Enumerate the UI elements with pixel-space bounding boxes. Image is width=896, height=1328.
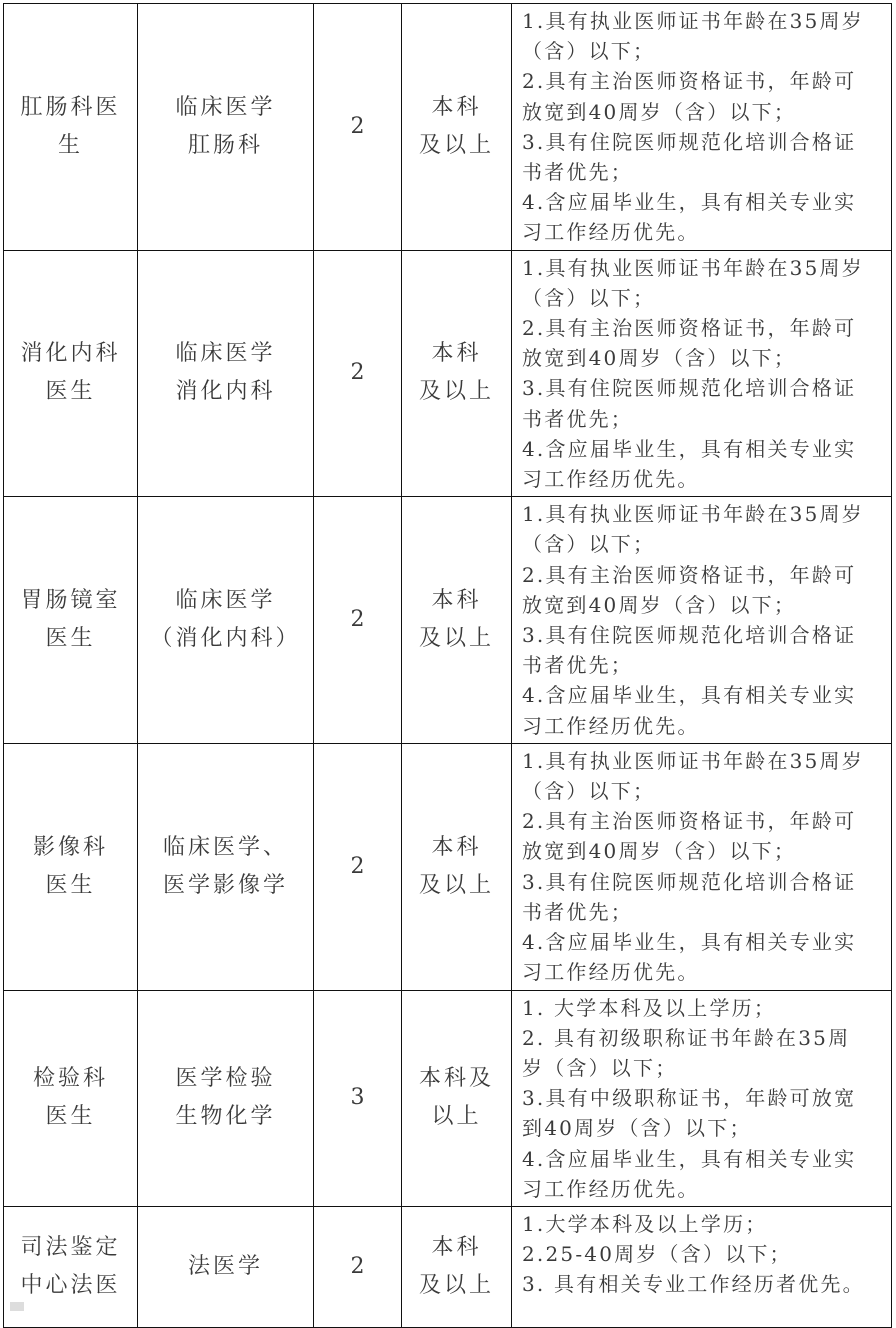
major-text: 医学检验 <box>175 1066 276 1092</box>
requirement-line: 2.具有主治医师资格证书，年龄可 <box>522 809 857 834</box>
position-text: 司法鉴定 <box>20 1234 121 1260</box>
education-cell <box>402 990 512 1206</box>
requirement-line: 4.含应届毕业生，具有相关专业实 <box>522 683 857 708</box>
position-text: 医生 <box>45 379 96 405</box>
requirement-line: 习工作经历优先。 <box>522 220 700 245</box>
count-cell <box>314 4 402 251</box>
major-cell <box>138 1206 314 1327</box>
requirement-line: 1.具有执业医师证书年龄在35周岁 <box>522 748 864 773</box>
requirement-line: 放宽到40周岁（含）以下； <box>522 99 797 124</box>
count-text: 3 <box>350 1085 365 1111</box>
requirement-line: 岁（含）以下； <box>522 1055 678 1080</box>
requirement-line: 2.25-40周岁（含）以下； <box>522 1242 792 1267</box>
requirement-line: （含）以下； <box>522 39 656 64</box>
major-cell <box>138 743 314 990</box>
count-cell <box>314 497 402 744</box>
table-row <box>4 497 892 744</box>
requirements-cell <box>512 497 892 744</box>
requirement-line: 书者优先； <box>522 653 633 678</box>
count-text: 2 <box>350 113 365 139</box>
education-cell <box>402 1206 512 1327</box>
requirement-line: 3.具有住院医师规范化培训合格证 <box>522 869 857 894</box>
count-cell <box>314 743 402 990</box>
position-cell <box>4 4 138 251</box>
requirement-line: 放宽到40周岁（含）以下； <box>522 592 797 617</box>
table-row <box>4 990 892 1206</box>
requirement-line: 3.具有中级职称证书，年龄可放宽 <box>522 1086 857 1111</box>
requirements-cell <box>512 4 892 251</box>
education-text: 以上 <box>431 1104 482 1130</box>
table-row <box>4 743 892 990</box>
position-cell <box>4 990 138 1206</box>
table-row <box>4 4 892 251</box>
education-text: 本科及 <box>418 1066 494 1092</box>
requirement-line: 放宽到40周岁（含）以下； <box>522 839 797 864</box>
position-cell <box>4 250 138 497</box>
position-text: 影像科 <box>32 834 108 860</box>
position-text: 肛肠科医 <box>20 94 121 120</box>
requirement-line: 3. 具有相关专业工作经历者优先。 <box>522 1272 865 1297</box>
requirement-line: 书者优先； <box>522 160 633 185</box>
table-row <box>4 250 892 497</box>
requirement-line: 习工作经历优先。 <box>522 713 700 738</box>
requirements-cell <box>512 250 892 497</box>
major-text: 临床医学 <box>175 94 276 120</box>
position-text: 医生 <box>45 872 96 898</box>
position-text: 生 <box>57 132 83 158</box>
education-text: 及以上 <box>418 626 494 652</box>
requirement-line: 1.具有执业医师证书年龄在35周岁 <box>522 9 864 33</box>
major-cell <box>138 4 314 251</box>
count-text: 2 <box>350 360 365 386</box>
position-cell <box>4 743 138 990</box>
requirement-line: 3.具有住院医师规范化培训合格证 <box>522 129 857 154</box>
requirement-line: 3.具有住院医师规范化培训合格证 <box>522 376 857 401</box>
position-text: 胃肠镜室 <box>20 588 121 614</box>
education-text: 及以上 <box>418 132 494 158</box>
requirement-line: 4.含应届毕业生，具有相关专业实 <box>522 930 857 955</box>
education-text: 本科 <box>431 341 482 367</box>
requirement-line: 2.具有主治医师资格证书，年龄可 <box>522 69 857 94</box>
education-text: 及以上 <box>418 872 494 898</box>
major-cell <box>138 497 314 744</box>
requirement-line: （含）以下； <box>522 779 656 804</box>
major-text: 肛肠科 <box>187 132 263 158</box>
requirements-cell <box>512 990 892 1206</box>
education-text: 及以上 <box>418 1272 494 1298</box>
requirements-cell <box>512 1206 892 1327</box>
requirement-line: 放宽到40周岁（含）以下； <box>522 346 797 371</box>
major-text: 临床医学、 <box>162 834 288 860</box>
requirements-cell <box>512 743 892 990</box>
requirement-line: 4.含应届毕业生，具有相关专业实 <box>522 1146 857 1171</box>
requirement-line: （含）以下； <box>522 532 656 557</box>
major-text: 生物化学 <box>175 1104 276 1130</box>
requirement-line: 1.具有执业医师证书年龄在35周岁 <box>522 502 864 527</box>
position-text: 医生 <box>45 626 96 652</box>
requirement-line: 1.大学本科及以上学历； <box>522 1211 768 1236</box>
requirement-line: 2. 具有初级职称证书年龄在35周 <box>522 1025 851 1050</box>
education-cell <box>402 497 512 744</box>
count-text: 2 <box>350 607 365 633</box>
position-cell <box>4 497 138 744</box>
position-text: 中心法医 <box>20 1272 121 1298</box>
requirement-line: 1.具有执业医师证书年龄在35周岁 <box>522 255 864 280</box>
position-text: 检验科 <box>32 1066 108 1092</box>
requirement-line: 2.具有主治医师资格证书，年龄可 <box>522 562 857 587</box>
position-text: 医生 <box>45 1104 96 1130</box>
major-cell <box>138 990 314 1206</box>
education-text: 本科 <box>431 834 482 860</box>
requirement-line: 4.含应届毕业生，具有相关专业实 <box>522 436 857 461</box>
education-text: 及以上 <box>418 379 494 405</box>
position-text: 消化内科 <box>20 341 121 367</box>
major-text: （消化内科） <box>150 626 301 652</box>
count-cell <box>314 1206 402 1327</box>
requirement-line: 到40周岁（含）以下； <box>522 1116 752 1141</box>
education-text: 本科 <box>431 1234 482 1260</box>
requirement-line: 习工作经历优先。 <box>522 960 700 985</box>
requirement-line: 习工作经历优先。 <box>522 467 700 492</box>
table-row <box>4 1206 892 1327</box>
recruitment-table <box>3 3 892 1328</box>
major-text: 医学影像学 <box>162 872 288 898</box>
requirement-line: 2.具有主治医师资格证书，年龄可 <box>522 316 857 341</box>
education-cell <box>402 4 512 251</box>
education-text: 本科 <box>431 94 482 120</box>
major-text: 消化内科 <box>175 379 276 405</box>
requirement-line: 书者优先； <box>522 899 633 924</box>
count-text: 2 <box>350 1253 365 1279</box>
requirement-line: 1. 大学本科及以上学历； <box>522 995 777 1020</box>
requirement-line: 3.具有住院医师规范化培训合格证 <box>522 623 857 648</box>
major-text: 法医学 <box>187 1253 263 1279</box>
count-text: 2 <box>350 853 365 879</box>
count-cell <box>314 250 402 497</box>
education-cell <box>402 743 512 990</box>
education-cell <box>402 250 512 497</box>
requirement-line: 习工作经历优先。 <box>522 1176 700 1201</box>
page-edge-mark <box>10 1302 24 1311</box>
major-text: 临床医学 <box>175 341 276 367</box>
requirement-line: （含）以下； <box>522 285 656 310</box>
major-cell <box>138 250 314 497</box>
count-cell <box>314 990 402 1206</box>
requirement-line: 书者优先； <box>522 406 633 431</box>
requirement-line: 4.含应届毕业生，具有相关专业实 <box>522 190 857 215</box>
education-text: 本科 <box>431 588 482 614</box>
major-text: 临床医学 <box>175 588 276 614</box>
